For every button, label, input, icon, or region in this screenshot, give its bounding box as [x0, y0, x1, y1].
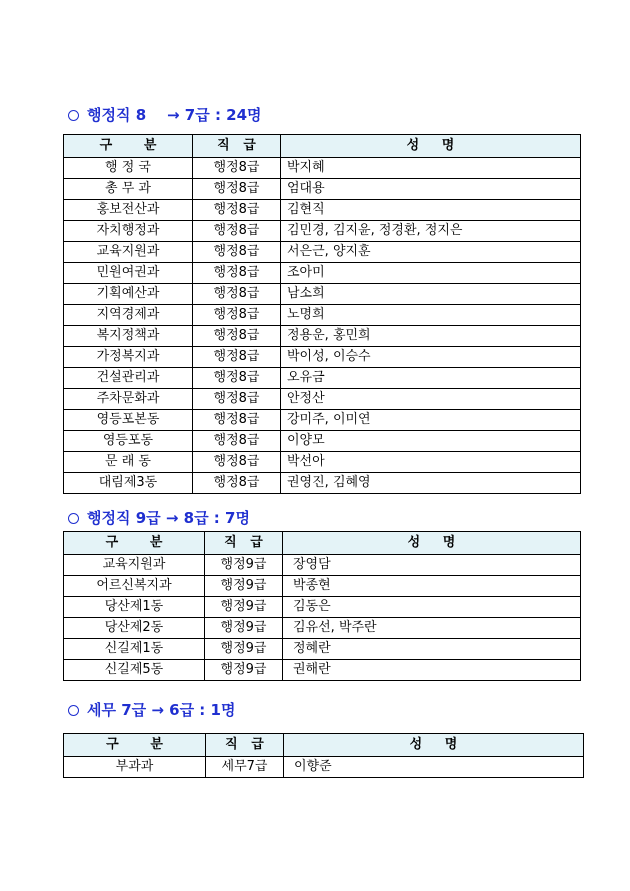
table-row	[64, 431, 581, 452]
table-row	[64, 555, 581, 576]
table-row	[64, 263, 581, 284]
header-division: 구 분	[64, 532, 205, 555]
cell-grade: 행정8급	[193, 305, 281, 326]
cell-names: 서은근, 양지훈	[281, 242, 581, 263]
cell-division: 당산제1동	[64, 597, 205, 618]
cell-division: 총 무 과	[64, 179, 193, 200]
cell-names: 정혜란	[283, 639, 581, 660]
header-name: 성 명	[283, 532, 581, 555]
cell-division: 지역경제과	[64, 305, 193, 326]
cell-division: 기획예산과	[64, 284, 193, 305]
cell-grade: 행정8급	[193, 221, 281, 242]
cell-grade: 행정8급	[193, 158, 281, 179]
table-row	[64, 473, 581, 494]
cell-grade: 행정9급	[205, 597, 283, 618]
table-row	[64, 200, 581, 221]
circle-bullet-icon	[68, 110, 79, 121]
table-row	[64, 597, 581, 618]
cell-division: 대림제3동	[64, 473, 193, 494]
table-row	[64, 347, 581, 368]
cell-names: 박지혜	[281, 158, 581, 179]
cell-names: 오유금	[281, 368, 581, 389]
cell-grade: 행정9급	[205, 576, 283, 597]
table-row	[64, 452, 581, 473]
cell-grade: 행정8급	[193, 389, 281, 410]
cell-division: 교육지원과	[64, 242, 193, 263]
table-header-row	[64, 135, 581, 158]
header-grade: 직 급	[206, 734, 284, 757]
header-name: 성 명	[281, 135, 581, 158]
table-row	[64, 757, 584, 778]
cell-grade: 행정8급	[193, 326, 281, 347]
cell-grade: 행정9급	[205, 660, 283, 681]
table-row	[64, 284, 581, 305]
cell-division: 영등포본동	[64, 410, 193, 431]
cell-division: 당산제2동	[64, 618, 205, 639]
cell-division: 복지정책과	[64, 326, 193, 347]
circle-bullet-icon	[68, 513, 79, 524]
cell-grade: 행정9급	[205, 555, 283, 576]
header-division: 구 분	[64, 734, 206, 757]
cell-division: 신길제1동	[64, 639, 205, 660]
cell-names: 박종현	[283, 576, 581, 597]
header-grade: 직 급	[193, 135, 281, 158]
cell-names: 박이성, 이승수	[281, 347, 581, 368]
cell-names: 이향준	[284, 757, 584, 778]
table-section-1	[63, 134, 581, 494]
circle-bullet-icon	[68, 705, 79, 716]
cell-names: 김민경, 김지윤, 정경환, 정지은	[281, 221, 581, 242]
cell-division: 주차문화과	[64, 389, 193, 410]
cell-names: 박선아	[281, 452, 581, 473]
table-row	[64, 660, 581, 681]
cell-names: 강미주, 이미연	[281, 410, 581, 431]
cell-grade: 행정8급	[193, 242, 281, 263]
cell-grade: 행정8급	[193, 368, 281, 389]
cell-grade: 행정8급	[193, 410, 281, 431]
cell-names: 권영진, 김혜영	[281, 473, 581, 494]
table-row	[64, 179, 581, 200]
table-row	[64, 639, 581, 660]
table-row	[64, 576, 581, 597]
cell-names: 엄대용	[281, 179, 581, 200]
section-title-1: 행정직 8 → 7급 : 24명	[68, 104, 262, 125]
cell-grade: 행정9급	[205, 639, 283, 660]
cell-grade: 행정8급	[193, 200, 281, 221]
cell-grade: 행정9급	[205, 618, 283, 639]
cell-grade: 행정8급	[193, 452, 281, 473]
table-section-2	[63, 531, 581, 681]
cell-division: 행 정 국	[64, 158, 193, 179]
section-title-3: 세무 7급 → 6급 : 1명	[68, 699, 235, 720]
table-row	[64, 326, 581, 347]
cell-names: 정용운, 홍민희	[281, 326, 581, 347]
cell-grade: 행정8급	[193, 284, 281, 305]
cell-division: 문 래 동	[64, 452, 193, 473]
table-row	[64, 368, 581, 389]
cell-division: 자치행정과	[64, 221, 193, 242]
table-row	[64, 389, 581, 410]
table-row	[64, 158, 581, 179]
table-row	[64, 618, 581, 639]
cell-names: 노명희	[281, 305, 581, 326]
header-name: 성 명	[284, 734, 584, 757]
cell-grade: 행정8급	[193, 179, 281, 200]
cell-division: 영등포동	[64, 431, 193, 452]
table-header-row	[64, 734, 584, 757]
cell-names: 안정산	[281, 389, 581, 410]
cell-division: 가정복지과	[64, 347, 193, 368]
table-row	[64, 410, 581, 431]
table-row	[64, 221, 581, 242]
cell-grade: 세무7급	[206, 757, 284, 778]
header-grade: 직 급	[205, 532, 283, 555]
cell-names: 김현직	[281, 200, 581, 221]
cell-names: 김동은	[283, 597, 581, 618]
cell-names: 김유선, 박주란	[283, 618, 581, 639]
cell-names: 조아미	[281, 263, 581, 284]
cell-division: 어르신복지과	[64, 576, 205, 597]
cell-names: 권해란	[283, 660, 581, 681]
section-title-2: 행정직 9급 → 8급 : 7명	[68, 507, 250, 528]
table-row	[64, 242, 581, 263]
cell-division: 건설관리과	[64, 368, 193, 389]
cell-grade: 행정8급	[193, 473, 281, 494]
cell-division: 교육지원과	[64, 555, 205, 576]
cell-division: 신길제5동	[64, 660, 205, 681]
cell-grade: 행정8급	[193, 347, 281, 368]
cell-division: 부과과	[64, 757, 206, 778]
cell-names: 장영담	[283, 555, 581, 576]
cell-names: 남소희	[281, 284, 581, 305]
table-header-row	[64, 532, 581, 555]
cell-names: 이양모	[281, 431, 581, 452]
table-row	[64, 305, 581, 326]
table-section-3	[63, 733, 584, 778]
header-division: 구 분	[64, 135, 193, 158]
cell-division: 홍보전산과	[64, 200, 193, 221]
cell-grade: 행정8급	[193, 263, 281, 284]
cell-grade: 행정8급	[193, 431, 281, 452]
cell-division: 민원여권과	[64, 263, 193, 284]
